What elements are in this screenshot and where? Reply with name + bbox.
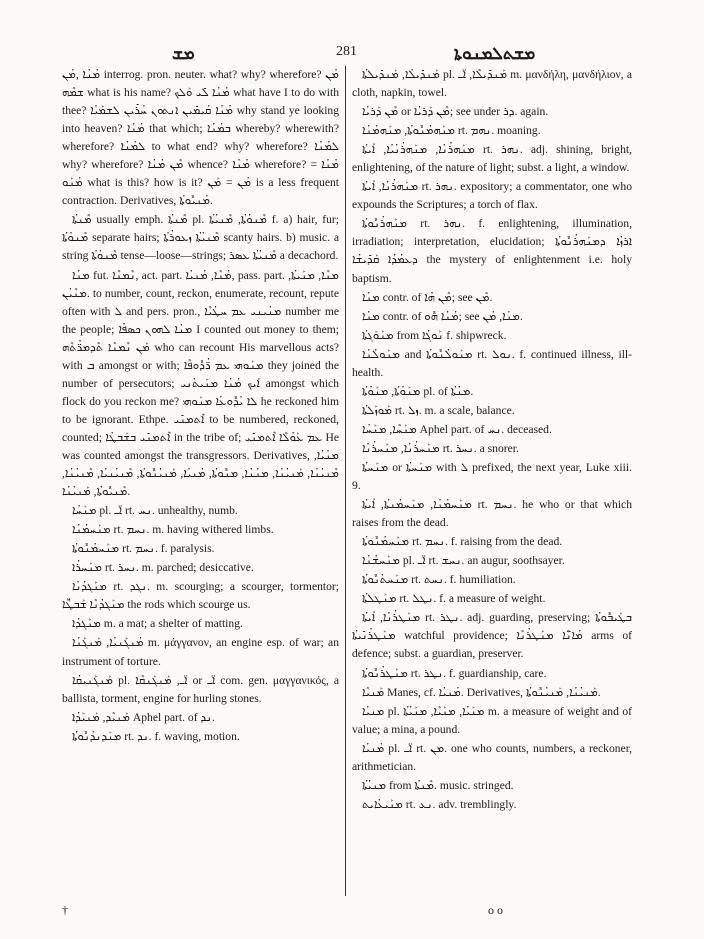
- dictionary-entry: ܡܢܰܚܬܳܐ or ܡܢܰܚܬܳܐ with ܠ prefixed, the next year, Luke xiii. 9.: [352, 460, 632, 493]
- left-column: [62, 66, 339, 747]
- dictionary-entry: ܡܰܢܝܶܕ, ܡܰܢܝܰܕܳܐ Aphel part. of ܢܕ.: [72, 710, 215, 724]
- dictionary-entry: ܡܰܢܝܶܐ Manes, cf. ܡܳܢܝܳܐ. Derivatives, ܡܰܢܝܳܢܳܐ, ܡܰܢܝܳܢܽܘܬܳܐ.: [362, 685, 601, 699]
- dictionary-entry: ܡܢܰܕܢܕܳܢܽܘܬܳܐ rt. ܢܕ. f. waving, motion.: [72, 729, 240, 743]
- dictionary-entry: ܡܢܝܳܐ pl. ܡܢܰܝܳܐ, ܡܢܰܝܶܐ, ܡܢܰܝܳܬܳܐ m. a measure of weight and of value; a mina, a pound.: [352, 704, 633, 736]
- dictionary-entry: ܡܰܘܙܰܠܬܳܐ rt. ܙܠ. m. a scale, balance.: [362, 403, 515, 417]
- dictionary-entry: ܡܢܰܚܶܐ, ܡܢܰܚܳܐ Aphel part. of ܢܚ. deceased.: [362, 422, 552, 436]
- dictionary-entry: ܡܳܢܳܐ ,ܡܳܢ interrog. pron. neuter. what? why? wherefore? ܡܳܢ ܫܡܶܗ what is his name? ܡܳܢܳܐ ܠܺܝ ܘܰܠܟ what have I to do with thee? ܡܳܢܳܐ ܩܳܝܡܺܝܢ ܐܢܬܘܢ ܚܳܪܺܝܢ ܠܫܡܰܝܳܐ why stand ye looking into heaven? ܡܳܢܳܐ that which; ܒܡܳܢܳܐ whereby? wherewith? wherefore? ܠܡܳܢܳܐ to what end? why? wherefore? ܠܡܳܢܳܐ why? wherefore? ܡܶܢ ܡܳܢܳܐ whence? ܡܳܢܳܐ wherefore? ܡܳܢܳܐ = ܡܳܢܰܘ what is this? how is it? ܡܳܢ = ܡܰܢ is a less frequent contraction. Derivatives, ܡܳܢܝܽܘܬܳܐ.: [62, 68, 340, 208]
- dictionary-entry: ܡܢܰܝܥܳܐܝܬ rt. ܢܥ. adv. tremblingly.: [362, 797, 517, 811]
- dictionary-entry: ܡܢܰܚܡܳܢܳܐ, ܡܢܰܚܡܳܢܬܳܐ, ܐܳܝܬܳܐ rt. ܢܚܡ. he who or that which raises from the dead.: [352, 498, 632, 530]
- dictionary-entry: ܡܢܰܛܠܬܳܐ rt. ܢܛܠ. f. a measure of weight.: [362, 592, 546, 606]
- dictionary-entry: ܡܢܰܛܪܳܢܽܘܬܳܐ rt. ܢܛܪ. f. guardianship, care.: [362, 666, 547, 680]
- dictionary-entry: ܡܢܰܚܡܳܢܳܐ rt. ܢܚܡ. m. having withered limbs.: [72, 523, 274, 537]
- dictionary-entry: ܡܢܰܚܬܳܢܽܘܬܳܐ rt. ܢܚܬ. f. humiliation.: [362, 573, 516, 587]
- dictionary-entry: ܡܳܢܓܰܢܝܳܐ, ܡܰܢܓܰܢܳܐ m. μάγγανον, an engine esp. of war; an instrument of torture.: [62, 636, 339, 668]
- dictionary-entry: ܡܶܢ ܕܰܪܝܳܐ or ܡܶܢ ܕܰܪܝܳܐ; see under ܕܪ. again.: [362, 105, 549, 119]
- column-divider: [345, 66, 346, 896]
- dictionary-entry: ܡܳܢܝܳܐ pl. ܐ̈ـ rt. ܡܢ. one who counts, numbers, a reckoner, arithmetician.: [352, 741, 633, 773]
- page-number: 281: [336, 44, 357, 59]
- dictionary-entry: ܡܰܢܕܺܝܠܳܐ, ܡܰܢܕܺܝܠܬܳܐ pl. ܡܰܢܕܺܝܠܶܐ, ܐ̈ـ m. μανδήλη, μανδήλιον, a cloth, napkin, towel.: [352, 68, 633, 100]
- dictionary-entry: ܡܢܳܐ fut. ܢܶܡܢܶܐ, act. part. ܡܳܢܶܐ, ܡܳܢܝܳܐ, pass. part. ܡܢܶܐ, ܡܢܰܝܬܳܐ, ܡܢܶܝܳܢ. to number, count, reckon, enumerate, recount, repute often with ܠ and pers. pron., ܡܢܳܝܢܝ ܥܡ ܚܛܳܝܶܐ number me the people; ܡܢܳܐ ܠܗܘܢ ܟܣܦܳܐ I counted out money to them; ܡܰܢ ܢܶܡܢܶܐ ܬܶܕܡܪ̈ܳܬܶܗ who can recount His marvellous acts? with ܒ amongst or with; ܡܢܰܘܗܝ ܥܡ ܪ̈ܳܕܽܘܦܶܐ they joined the number of persecutors; ܐܰܝܟ ܡܳܢܳܐ ܡܢܰܝܬܳܢܝ amongst which flock do you reckon me? ܠܐ ܝܳܕܽܘܥܳܐ ܡܢܰܘܗܝ he reckoned him to be ignorant. Ethpe. ܐܶܬܡܢܺܝ to be numbered, reckoned, counted; ܐܶܬܡܢܺܝ ܒܫܰܒܛܳܐ in the tribe of; ܥܡ ܥܰܘܳܠܶܐ ܐܶܬܡܢܺܝ He was counted amongst the transgressors. Derivatives, ܡܢܳܝܳܐ, ܡܶܢܝܳܢܳܐ, ܡܰܢܝܳܢܳܐ, ܡܢܳܢܳܐ, ܡܢܽܘܬܳܐ, ܡܳܢܝܳܐ, ܡܰܢܝܳܢܽܘܬܳܐ, ܡܶܢܝܳܢܝܳܐ, ܡܶܢܝܳܢܳܐ, ܡܶܢܝܽܘܬܳܐ, ܡܰܢܝܳܢܳܐ.: [62, 268, 339, 499]
- footer-dagger-mark: †: [62, 903, 68, 917]
- dictionary-entry: ܡܢܰܘܳܬܳܐ, ܡܢܰܘܳܬܳܐ pl. of ܡܢܳܬܳܐ.: [362, 384, 474, 398]
- dictionary-entry: ܡܰܢܓܰܢܝܩܳܐ pl. ܐ̈ـ, ܡܰܢܓܰܢܩܶܐ or ܐ̈ـ com. gen. μαγγανικός, a ballista, torment, engine for hurling stones.: [62, 673, 339, 705]
- dictionary-entry: ܡܢܰܚܡܳܢܽܘܬܳܐ rt. ܢܚܡ. f. raising from the dead.: [362, 535, 563, 549]
- footer-signature-mark: oo: [488, 903, 506, 917]
- dictionary-entry: ܡܢܰܚܪܳܐ rt. ܢܚܪ. m. parched; desiccative.: [72, 561, 254, 575]
- right-column: [352, 66, 632, 815]
- dictionary-entry: ܡܢܰܗܪܳܢܽܘܬܳܐ rt. ܢܗܪ. f. enlightening, illumination, irradiation; interpretation, elucidation; ܐܪܙܳܐ ܕܡܢܰܗܪܳܢܽܘܬܳܐ ܕܥܡܳܕܳܐ ܩܰܕܺܝܫܳܐ the mystery of enlightenment i.e. holy baptism.: [352, 217, 632, 285]
- dictionary-entry: ܡܢܰܘܰܓܬܳܐ from ܢܰܘܓܳܐ f. shipwreck.: [362, 328, 507, 342]
- dictionary-entry: ܡܢܝܳܬܳܐ from ܡܶܢܬܳܐ. music. stringed.: [362, 778, 514, 792]
- dictionary-entry: ܡܢܰܚܫܳܢܳܐ pl. ܐ̈ـ rt. ܢܚܫ. an augur, soothsayer.: [362, 554, 565, 568]
- dictionary-entry: ܡܢܰܗܪܳܢܳܐ, ܐܳܝܬܳܐ rt. ܢܗܪ. expository; a commentator, one who expounds the Scriptures; a torch of flax.: [352, 180, 632, 212]
- dictionary-entry: ܡܢܳܐ contr. of ܡܶܢ ܗܳܐ; see ܡܶܢ.: [362, 290, 493, 304]
- dictionary-entry: ܡܢܰܚܡܳܢܽܘܬܳܐ rt. ܢܚܡ. f. paralysis.: [72, 542, 215, 556]
- header-left-word: ܡܫ: [172, 44, 195, 63]
- dictionary-entry: ܡܢܳܐ contr. of ܡܳܢܳܐ ܗܽܘ; see ܡܢܳܐ, ܡܳܢ.: [362, 309, 523, 323]
- header-right-word: ܡܫܬܠܡܢܘܬܐ: [454, 44, 536, 63]
- dictionary-entry: ܡܢܰܗܪܳܢܳܐ, ܡܢܰܗܪܳܢܳܝܳܐ, ܐܳܝܬܳܐ rt. ܢܗܪ. adj. shining, bright, enlightening, of the nature of light; subst. a light, a window.: [352, 143, 632, 175]
- running-header: [0, 44, 704, 64]
- dictionary-entry: ܡܢܰܚܪܳܢܳܐ, ܡܢܰܚܪܳܢܳܐ rt. ܢܚܪ. a snorer.: [362, 441, 519, 455]
- dictionary-entry: ܡܢܰܓܕܳܢܳܐ rt. ܢܓܕ. m. scourging; a scourger, tormentor; ܡܢܰܓܕܳܢܶܐ ܫܰܒܛ̈ܶܐ the rods which scourge us.: [62, 580, 339, 612]
- dictionary-entry: ܡܢܰܚܳܐ pl. ܐ̈ـ rt. ܢܚ. unhealthy, numb.: [72, 504, 238, 518]
- dictionary-entry: ܡܢܰܓܕܳܐ m. a mat; a shelter of matting.: [72, 617, 243, 631]
- dictionary-entry: ܡܶܢܬܳܐ usually emph. ܡܶܢܬܳܐ pl. ܡܶܢܘܳܬܳܐ, ܡܶܢܝܳܬܳܐ f. a) hair, fur; ܡܶܢܘܳܬܳܐ separate hairs; ܡܶܢܝܳܬܳܐ ܙܥܘܪܳܬܳܐ scanty hairs. b) music. a string ܡܶܢܘܳܬܳܐ tense—loose—strings; ܡܶܢܝܳܬܳܐ ܥܣܪ a decachord.: [62, 213, 339, 263]
- dictionary-entry: ܡܢܰܘܠܳܢܳܐ and ܡܢܰܘܠܳܢܽܘܬܳܐ rt. ܢܘܠ. f. continued illness, ill-health.: [352, 347, 632, 379]
- dictionary-entry: ܡܢܰܛܪܳܢܳܐ, ܐܳܝܬܳܐ rt. ܢܛܪ. adj. guarding, preserving; ܒܛܰܝܒܽܘܬܳܐ ܡܢܰܛܪܳܢܺܝܬܳܐ watchful providence; ܡܳܐܢ̈ܶܐ ܡܢܰܛܪܳܢܶܐ arms of defence; subst. a guardian, preserver.: [352, 611, 632, 661]
- dictionary-entry: ܡܢܰܗܡܳܢܽܘܬܳܐ, ܡܢܰܗܡܳܢܳܐ rt. ܢܗܡ. moaning.: [362, 124, 541, 138]
